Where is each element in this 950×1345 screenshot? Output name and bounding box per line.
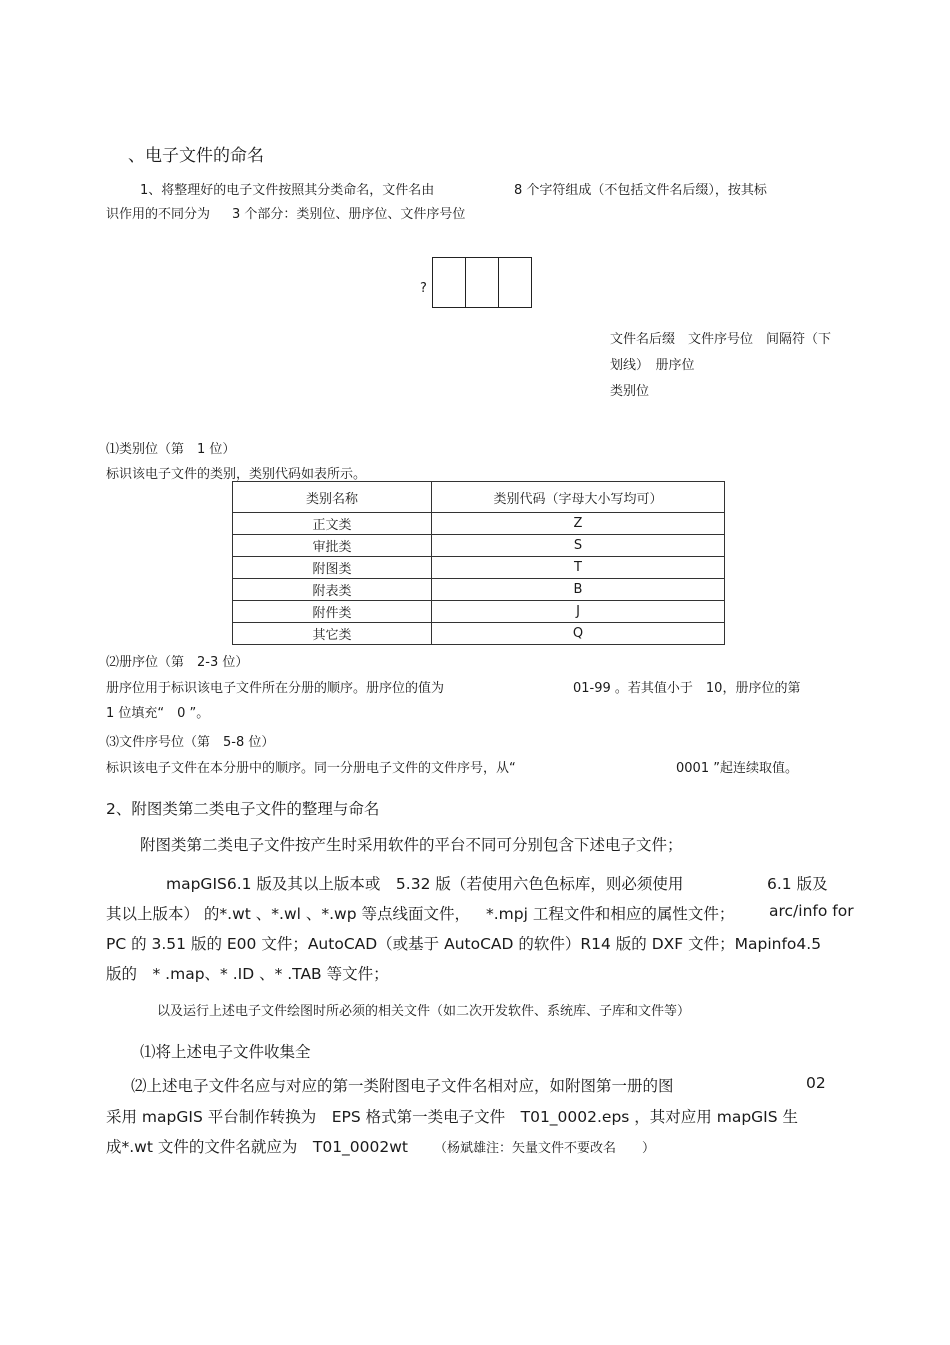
table-row <box>233 579 725 601</box>
annotation-note: （杨斌雄注：矢量文件不要改名 ） <box>434 1141 656 1156</box>
table-cell: Q <box>432 623 725 645</box>
table-row <box>233 535 725 557</box>
paragraph-line: *.mpj 工程文件和相应的属性文件； <box>486 905 735 923</box>
diagram-label: 划线） 册序位 <box>610 358 695 373</box>
diagram-label: 类别位 <box>610 384 650 399</box>
subsection-heading: ⑵册序位（第 2-3 位） <box>106 655 249 670</box>
table-cell: 审批类 <box>233 535 432 557</box>
paragraph-line: arc/info for <box>769 902 854 920</box>
paragraph-line: 成*.wt 文件的文件名就应为 T01_0002wt <box>106 1138 409 1156</box>
table-cell: S <box>432 535 725 557</box>
paragraph-line: 标识该电子文件在本分册中的顺序。同一分册电子文件的文件序号，从“ <box>106 761 516 776</box>
subsection-heading: ⑶文件序号位（第 5-8 位） <box>106 735 275 750</box>
paragraph-line: 0001 ”起连续取值。 <box>676 761 798 776</box>
filename-diagram <box>420 257 535 308</box>
table-row <box>233 601 725 623</box>
paragraph-line: PC 的 3.51 版的 E00 文件；AutoCAD（或基于 AutoCAD 的软件）R14 版的 DXF 文件；Mapinfo4.5 <box>106 935 822 953</box>
paragraph-line: 3 个部分：类别位、册序位、文件序号位 <box>232 207 466 222</box>
table-row <box>233 623 725 645</box>
diagram-box <box>465 257 499 308</box>
category-table <box>232 481 725 645</box>
paragraph-line: 以及运行上述电子文件绘图时所必须的相关文件（如二次开发软件、系统库、子库和文件等） <box>157 1004 691 1019</box>
paragraph-line: 识作用的不同分为 <box>106 207 211 222</box>
diagram-box <box>432 257 466 308</box>
paragraph-line: 1 位填充“ 0 ”。 <box>106 706 210 721</box>
paragraph-line: mapGIS6.1 版及其以上版本或 5.32 版（若使用六色色标库，则必须使用 <box>166 875 684 893</box>
paragraph-line: 8 个字符组成（不包括文件名后缀），按其标 <box>514 183 767 198</box>
paragraph-line: 附图类第二类电子文件按产生时采用软件的平台不同可分别包含下述电子文件； <box>140 836 683 854</box>
section-title: 2、附图类第二类电子文件的整理与命名 <box>106 800 380 818</box>
paragraph-line: 6.1 版及 <box>767 875 828 893</box>
question-mark: ? <box>420 281 427 296</box>
table-row <box>233 557 725 579</box>
table-cell: Z <box>432 513 725 535</box>
diagram-label: 文件名后缀 文件序号位 间隔符（下 <box>610 332 832 347</box>
paragraph-line: 版的 * .map、* .ID 、* .TAB 等文件； <box>106 965 389 983</box>
list-item: ⑴将上述电子文件收集全 <box>140 1043 311 1061</box>
section-title: 、电子文件的命名 <box>128 146 264 166</box>
paragraph-line: 其以上版本） 的*.wt 、*.wl 、*.wp 等点线面文件， <box>106 905 470 923</box>
table-header: 类别代码（字母大小写均可） <box>432 482 725 513</box>
table-cell: J <box>432 601 725 623</box>
paragraph-line: 采用 mapGIS 平台制作转换为 EPS 格式第一类电子文件 T01_0002.eps ，其对应用 mapGIS 生 <box>106 1108 799 1126</box>
table-row <box>233 513 725 535</box>
table-header-row <box>233 482 725 513</box>
table-cell: 其它类 <box>233 623 432 645</box>
table-cell: 附表类 <box>233 579 432 601</box>
table-cell: 附图类 <box>233 557 432 579</box>
table-cell: T <box>432 557 725 579</box>
paragraph-line: 1、将整理好的电子文件按照其分类命名，文件名由 <box>140 183 435 198</box>
table-cell: 附件类 <box>233 601 432 623</box>
paragraph-line: 02 <box>806 1074 826 1092</box>
list-item: ⑵上述电子文件名应与对应的第一类附图电子文件名相对应，如附图第一册的图 <box>131 1077 674 1095</box>
paragraph-line: 册序位用于标识该电子文件所在分册的顺序。册序位的值为 <box>106 681 445 696</box>
subsection-heading: ⑴类别位（第 1 位） <box>106 442 236 457</box>
paragraph-line: 01-99 。若其值小于 10，册序位的第 <box>573 681 801 696</box>
table-cell: B <box>432 579 725 601</box>
table-cell: 正文类 <box>233 513 432 535</box>
table-header: 类别名称 <box>233 482 432 513</box>
diagram-box <box>498 257 532 308</box>
paragraph-line: 标识该电子文件的类别，类别代码如表所示。 <box>106 467 367 482</box>
